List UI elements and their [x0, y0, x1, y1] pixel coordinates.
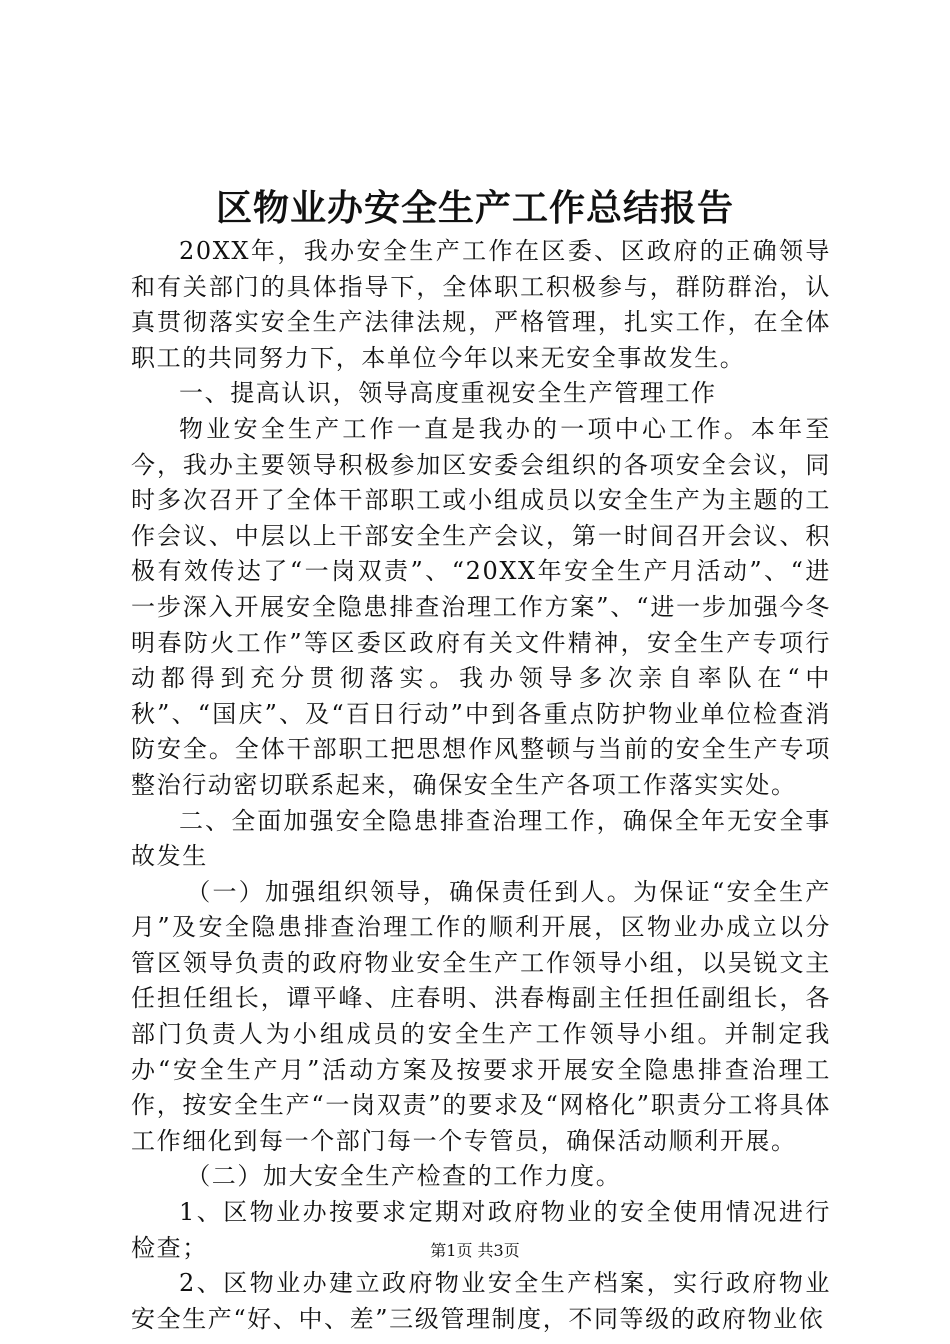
paragraph-section-1: 物业安全生产工作一直是我办的一项中心工作。本年至今，我办主要领导积极参加区安委会组织的各项安全会议，同时多次召开了全体干部职工或小组成员以安全生产为主题的工作会议、中层以上干部安全生产会议，第一时间召开会议、积极有效传达了“一岗双责”、“20XX年安全生产月活动”、“进一步深入开展安全隐患排查治理工作方案”、“进一步加强今冬明春防火工作”等区委区政府有关文件精神，安全生产专项行动都得到充分贯彻落实。我办领导多次亲自率队在“中秋”、“国庆”、及“百日行动”中到各重点防护物业单位检查消防安全。全体干部职工把思想作风整顿与当前的安全生产专项整治行动密切联系起来，确保安全生产各项工作落实实处。	[131, 414, 831, 799]
subsection-2-heading: （二）加大安全生产检查的工作力度。	[186, 1162, 622, 1191]
page-footer: 第1页 共3页	[430, 1241, 520, 1260]
section-heading-1: 一、提高认识，领导高度重视安全生产管理工作	[179, 379, 717, 408]
document-body	[131, 234, 831, 1337]
paragraph-intro: 20XX年，我办安全生产工作在区委、区政府的正确领导和有关部门的具体指导下，全体职工积极参与，群防群治，认真贯彻落实安全生产法律法规，严格管理，扎实工作，在全体职工的共同努力下，本单位今年以来无安全事故发生。	[131, 237, 831, 372]
list-item-2: 2、区物业办建立政府物业安全生产档案，实行政府物业安全生产“好、中、差”三级管理制度，不同等级的政府物业依	[131, 1269, 831, 1333]
subsection-1: （一）加强组织领导，确保责任到人。为保证“安全生产月”及安全隐患排查治理工作的顺利开展，区物业办成立以分管区领导负责的政府物业安全生产工作领导小组，以吴锐文主任担任组长，谭平峰、庄春明、洪春梅副主任担任副组长，各部门负责人为小组成员的安全生产工作领导小组。并制定我办“安全生产月”活动方案及按要求开展安全隐患排查治理工作，按安全生产“一岗双责”的要求及“网格化”职责分工将具体工作细化到每一个部门每一个专管员，确保活动顺利开展。	[131, 877, 831, 1155]
document-title: 区物业办安全生产工作总结报告	[215, 187, 734, 229]
section-heading-2: 二、全面加强安全隐患排查治理工作，确保全年无安全事故发生	[131, 806, 831, 871]
list-item-1: 1、区物业办按要求定期对政府物业的安全使用情况进行检查；	[131, 1198, 831, 1262]
